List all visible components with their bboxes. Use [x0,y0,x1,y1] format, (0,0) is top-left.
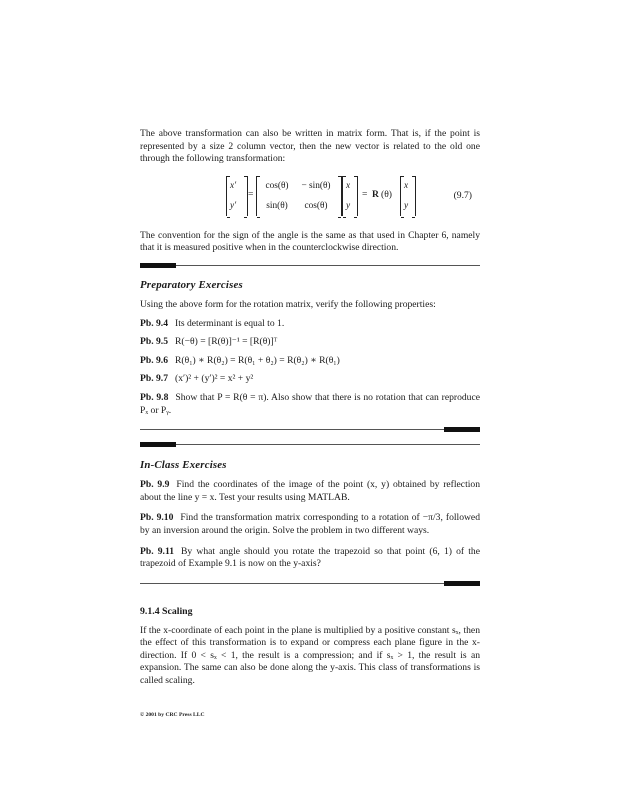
m12: − sin(θ) [301,180,331,191]
problem-text: Find the transformation matrix corresponding to a rotation of −π/3, followed by an inversion around the origin. Solve the problem in two different ways. [140,512,480,536]
rhs-vector-1 [342,176,358,216]
problem-label: Pb. 9.5 [140,336,168,348]
problem-label: Pb. 9.10 [140,512,174,524]
inclass-heading: In-Class Exercises [140,459,227,472]
problem-9-8 [140,392,480,417]
page-body [140,128,480,688]
problem-label: Pb. 9.4 [140,317,168,329]
problem-9-6 [140,355,480,368]
m11: cos(θ) [265,180,289,191]
problem-text: Find the coordinates of the image of the point (x, y) obtained by reflection about the line y = x. Test your results using MATLAB. [140,479,480,503]
problem-9-11 [140,546,480,571]
problem-9-5 [140,336,480,349]
problem-9-7 [140,373,480,386]
v1-bottom: y [346,200,351,211]
section-end-divider [140,583,480,584]
problem-label: Pb. 9.6 [140,354,168,366]
lhs-vector [226,176,248,216]
equals-sign-2: = [362,188,368,200]
lhs-top: x′ [230,180,237,191]
theta-argument: (θ) [381,188,392,200]
problem-9-9 [140,479,480,504]
problem-9-10 [140,512,480,537]
problem-label: Pb. 9.11 [140,545,175,557]
problem-text: (x′)² + (y′)² = x² + y² [175,373,254,385]
problem-text: R(θ₁) ∗ R(θ₂) = R(θ₁ + θ₂) = R(θ₂) ∗ R(θ₁) [175,354,340,366]
v2-top: x [404,180,409,191]
intro-paragraph: The above transformation can also be written in matrix form. That is, if the point is represented by a size 2 column vector, then the new vector is related to the old one through the following transformation: [140,128,480,165]
copyright-footer: © 2001 by CRC Press LLC [140,712,205,718]
equation-number: (9.7) [453,189,472,201]
v2-bottom: y [404,200,409,211]
rotation-matrix [256,176,342,216]
problem-text: R(−θ) = [R(θ)]⁻¹ = [R(θ)]ᵀ [175,336,278,348]
problem-9-4 [140,318,480,331]
divider-bar [140,442,176,447]
scaling-paragraph: If the x-coordinate of each point in the plane is multiplied by a positive constant sₓ, then the effect of this transformation is to expand or compress each plane figure in the x-direction. If 0 < sₓ < 1, the result is a compression; and if sₓ > 1, the result is an expansion. The same can also be done along the y-axis. This class of transformations is called scaling. [140,624,480,687]
problem-label: Pb. 9.9 [140,479,170,491]
v1-top: x [346,180,351,191]
problem-label: Pb. 9.7 [140,373,168,385]
equals-sign-1: = [248,188,254,200]
problem-text: By what angle should you rotate the trapezoid so that point (6, 1) of the trapezoid of Example 9.1 is now on the y-axis? [140,545,480,570]
section-divider [140,265,480,266]
preparatory-intro: Using the above form for the rotation matrix, verify the following properties: [140,298,436,310]
divider-bar [140,263,176,268]
convention-paragraph: The convention for the sign of the angle is the same as that used in Chapter 6, namely that it is measured positive when in the counterclockwise direction. [140,229,480,254]
lhs-bottom: y′ [230,200,237,211]
preparatory-heading: Preparatory Exercises [140,278,243,291]
rotation-matrix-equation [140,176,480,224]
section-divider [140,444,480,445]
divider-bar [444,427,480,432]
m22: cos(θ) [304,200,328,211]
R-symbol: R [372,188,379,200]
section-end-divider [140,429,480,430]
problem-text: Its determinant is equal to 1. [175,317,285,329]
problem-label: Pb. 9.8 [140,391,169,403]
rhs-vector-2 [400,176,416,216]
m21: sin(θ) [266,200,288,211]
scaling-heading: 9.1.4 Scaling [140,605,193,617]
problem-text: Show that P = R(θ = π). Also show that there is no rotation that can reproduce Pₓ or Pᵧ. [140,391,480,416]
divider-bar [444,581,480,586]
